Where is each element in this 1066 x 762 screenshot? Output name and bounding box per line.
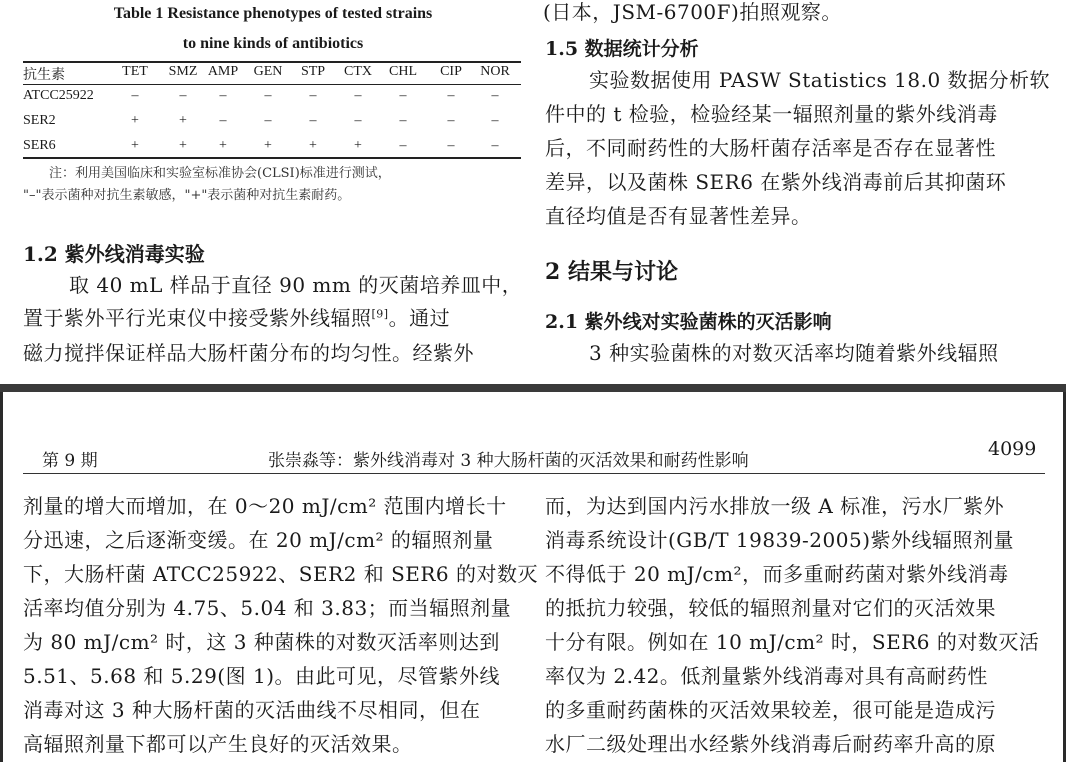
table-cell: – [399,88,407,103]
table-header-cell: SMZ [168,64,198,79]
table-header-rule [23,84,521,85]
body-line: 分迅速，之后逐渐变缓。在 20 mJ/cm² 的辐照剂量 [23,528,494,552]
table-cell: – [491,88,499,103]
body-line: 消毒系统设计(GB/T 19839-2005)紫外线辐照剂量 [545,528,1014,552]
body-line: 后，不同耐药性的大肠杆菌存活率是否存在显著性 [545,136,996,160]
table-cell: – [219,88,227,103]
right-column-bottom [545,494,1045,762]
body-line: 磁力搅拌保证样品大肠杆菌分布的均匀性。经紫外 [23,341,474,365]
body-line: 水厂二级处理出水经紫外线消毒后耐药率升高的原 [545,732,996,756]
running-header-rule [23,473,1045,474]
running-header-title: 张崇淼等：紫外线消毒对 3 种大肠杆菌的灭活效果和耐药性影响 [268,451,749,471]
table-note-line1: 注：利用美国临床和实验室标准协会(CLSI)标准进行测试， [49,166,391,181]
body-line: 取 40 mL 样品于直径 90 mm 的灭菌培养皿中， [69,273,523,297]
body-line: 差异，以及菌株 SER6 在紫外线消毒前后其抑菌环 [545,170,1007,194]
citation-ref: [9] [371,307,389,321]
page-separator [0,384,1066,392]
table-cell: – [219,113,227,128]
table-row-label: ATCC25922 [23,88,94,103]
table-cell: + [179,138,187,153]
table-header-cell: NOR [480,64,510,79]
body-line: 十分有限。例如在 10 mJ/cm² 时，SER6 的对数灭活 [545,630,1040,654]
table-cell: – [399,138,407,153]
body-line: 件中的 t 检验，检验经某一辐照剂量的紫外线消毒 [545,102,998,126]
page-number: 4099 [988,438,1037,460]
table-caption-line2: to nine kinds of antibiotics [182,35,364,52]
section-1-2-heading: 1.2 紫外线消毒实验 [23,242,205,266]
body-line: 活率均值分别为 4.75、5.04 和 3.83；而当辐照剂量 [23,596,512,620]
table-cell: – [309,113,317,128]
body-line: 3 种实验菌株的对数灭活率均随着紫外线辐照 [589,341,999,365]
body-line-text: 置于紫外平行光束仪中接受紫外线辐照 [23,306,372,330]
table-cell: – [399,113,407,128]
table-cell: – [354,88,362,103]
table-cell: + [354,138,362,153]
table-cell: – [131,88,139,103]
table-row-label: SER6 [23,138,56,153]
section-2-1-heading: 2.1 紫外线对实验菌株的灭活影响 [545,311,832,333]
table-cell: – [447,138,455,153]
section-2-heading: 2 结果与讨论 [545,259,678,285]
table-header-cell: 抗生素 [23,68,65,83]
table-cell: + [131,138,139,153]
body-line: 剂量的增大而增加，在 0～20 mJ/cm² 范围内增长十 [23,494,507,518]
body-line: 直径均值是否有显著性差异。 [545,204,812,228]
table-cell: – [264,113,272,128]
body-line: 的抵抗力较强，较低的辐照剂量对它们的灭活效果 [545,596,996,620]
body-line [23,306,450,330]
table-cell: + [309,138,317,153]
body-line: 实验数据使用 PASW Statistics 18.0 数据分析软 [589,68,1051,92]
body-line: 5.51、5.68 和 5.29(图 1)。由此可见，尽管紫外线 [23,664,500,688]
table-caption-line1: Table 1 Resistance phenotypes of tested strains [113,5,433,22]
table-cell: – [447,88,455,103]
right-column-top [543,0,1051,384]
section-1-5-heading: 1.5 数据统计分析 [545,38,699,60]
table-header-cell: CHL [389,64,417,79]
table-cell: + [131,113,139,128]
table-bottom-rule [23,157,521,159]
body-line: 下，大肠杆菌 ATCC25922、SER2 和 SER6 的对数灭 [23,562,539,586]
table-header-cell: CIP [440,64,462,79]
table-cell: + [219,138,227,153]
body-line: (日本，JSM-6700F)拍照观察。 [543,0,842,24]
body-line: 的多重耐药菌株的灭活效果较差，很可能是造成污 [545,698,996,722]
body-line: 率仅为 2.42。低剂量紫外线消毒对具有高耐药性 [545,664,988,688]
body-line-text: 。通过 [388,306,451,330]
body-line: 为 80 mJ/cm² 时，这 3 种菌株的对数灭活率则达到 [23,630,500,654]
table-header-cell: TET [122,64,148,79]
running-header-issue: 第 9 期 [42,451,98,471]
table-header-cell: CTX [344,64,372,79]
table-cell: – [491,113,499,128]
table-cell: – [354,113,362,128]
table-header-cell: AMP [207,64,239,79]
table-note-line2: "–"表示菌种对抗生素敏感，"+"表示菌种对抗生素耐药。 [23,188,351,203]
table-cell: – [491,138,499,153]
table-header-cell: STP [300,64,326,79]
table-cell: + [264,138,272,153]
table-cell: – [264,88,272,103]
table-cell: – [447,113,455,128]
left-column-bottom [23,494,539,762]
body-line: 不得低于 20 mJ/cm²，而多重耐药菌对紫外线消毒 [545,562,1009,586]
table-cell: – [309,88,317,103]
table-top-rule [23,61,521,63]
body-line: 而，为达到国内污水排放一级 A 标准，污水厂紫外 [545,494,1005,518]
table-header-cell: GEN [253,64,283,79]
left-column-top [23,0,521,384]
table-cell: + [179,113,187,128]
body-line: 高辐照剂量下都可以产生良好的灭活效果。 [23,732,413,756]
table-row-label: SER2 [23,113,56,128]
table-cell: – [179,88,187,103]
body-line: 消毒对这 3 种大肠杆菌的灭活曲线不尽相同，但在 [23,698,481,722]
